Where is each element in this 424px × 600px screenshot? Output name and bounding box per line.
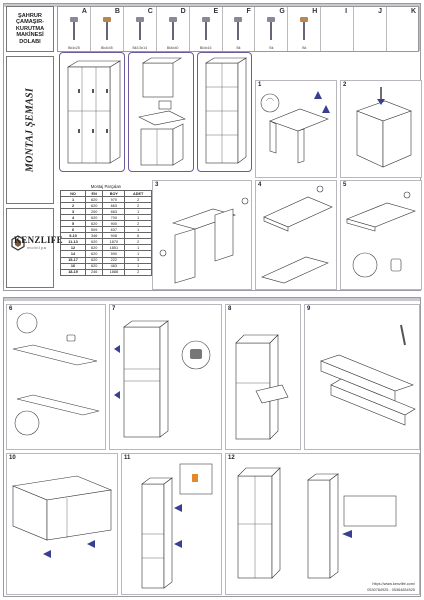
hardware-cell	[223, 7, 256, 51]
hardware-code: Bk4x16	[199, 46, 212, 50]
parts-column-header: ADET	[125, 191, 152, 197]
step-number: 3	[155, 182, 159, 188]
handle-icon	[298, 16, 310, 42]
hardware-letter: H	[312, 8, 318, 15]
table-cell: 5	[61, 221, 86, 227]
table-cell: 700	[103, 215, 125, 221]
open-wardrobe-drawing	[198, 53, 253, 173]
table-cell: 1851	[103, 245, 125, 251]
parts-column-header: BOY	[103, 191, 125, 197]
step-3-drawing	[153, 181, 251, 289]
table-cell: 620	[86, 257, 103, 263]
table-cell: 200	[86, 209, 103, 215]
table-cell: 620	[86, 215, 103, 221]
table-cell: 1870	[103, 239, 125, 245]
step-panel-3	[152, 180, 252, 290]
table-cell: 18-19	[61, 269, 86, 275]
small-screw-icon	[134, 16, 146, 42]
instruction-sheet-top	[3, 3, 421, 291]
bolt-icon	[265, 16, 277, 42]
table-cell: 620	[86, 239, 103, 245]
table-cell: 509	[86, 227, 103, 233]
table-cell: 222	[103, 257, 125, 263]
step-11-drawing	[122, 454, 221, 594]
hardware-letter: F	[246, 8, 251, 15]
parts-table	[60, 184, 152, 276]
cam-icon	[232, 16, 244, 42]
step-10-drawing	[7, 454, 117, 594]
exploded-wardrobe-drawing	[129, 53, 195, 173]
table-cell: 663	[103, 209, 125, 215]
hardware-code: Bk4x45	[101, 46, 113, 50]
step-9-drawing	[305, 305, 419, 449]
table-cell: 900	[103, 221, 125, 227]
hardware-cell	[157, 7, 190, 51]
hardware-cell	[288, 7, 321, 51]
step-number: 2	[343, 82, 347, 88]
hardware-code: Bk	[302, 46, 307, 50]
step-number: 8	[228, 306, 232, 312]
table-cell: 2	[125, 239, 152, 245]
table-cell: 16	[61, 263, 86, 269]
hardware-cell	[387, 7, 420, 51]
table-cell: 2	[125, 221, 152, 227]
preview-assembled-closed	[59, 52, 125, 172]
section-title-panel	[6, 56, 54, 204]
hardware-cell	[124, 7, 157, 51]
step-number: 9	[307, 306, 311, 312]
parts-table-body	[61, 197, 152, 276]
hardware-cell	[190, 7, 223, 51]
table-cell: 620	[86, 245, 103, 251]
table-cell: 1	[61, 197, 86, 203]
hardware-letter: D	[180, 8, 186, 15]
step-number: 1	[258, 82, 262, 88]
step-6-drawing	[7, 305, 105, 449]
step-panel-8	[225, 304, 301, 450]
brand-name: KENZLIFE	[14, 235, 63, 245]
parts-table-title: Montaj Parçaları	[90, 184, 122, 189]
closed-wardrobe-drawing	[60, 53, 126, 173]
hardware-cell	[354, 7, 387, 51]
step-panel-7	[109, 304, 222, 450]
pin-icon	[167, 16, 179, 42]
hardware-cell	[91, 7, 124, 51]
table-cell: 1	[125, 263, 152, 269]
hardware-letter: J	[378, 8, 382, 15]
hardware-code: Bk6x40	[166, 46, 179, 50]
table-cell: 590	[103, 251, 125, 257]
step-4-drawing	[256, 181, 336, 289]
hardware-cell	[321, 7, 354, 51]
hardware-letter: K	[410, 8, 417, 15]
step-panel-1	[255, 80, 337, 178]
step-number: 4	[258, 182, 262, 188]
step-number: 11	[124, 455, 131, 461]
table-cell: 2	[125, 197, 152, 203]
table-cell: 620	[86, 221, 103, 227]
hardware-letter: A	[81, 8, 87, 15]
step-number: 12	[228, 455, 235, 461]
hardware-code: Bk	[269, 46, 274, 50]
instruction-sheet-bottom	[3, 297, 421, 597]
parts-column-header: NO	[61, 191, 86, 197]
step-12-drawing	[226, 454, 419, 594]
hardware-letter: C	[147, 8, 153, 15]
table-cell: 620	[86, 203, 103, 209]
hardware-cell	[255, 7, 288, 51]
table-cell: 15-17	[61, 257, 86, 263]
table-cell: 2	[125, 203, 152, 209]
table-cell: 1888	[103, 269, 125, 275]
table-cell: 2	[61, 203, 86, 209]
product-title-box	[6, 6, 54, 52]
table-cell: 9-10	[61, 233, 86, 239]
product-title: ŞAHRUR ÇAMAŞIR- KURUTMA MAKİNESİ DOLABI	[15, 12, 45, 45]
table-cell: 637	[103, 227, 125, 233]
step-8-drawing	[226, 305, 300, 449]
step-panel-12	[225, 453, 420, 595]
table-cell: 908	[103, 233, 125, 239]
hardware-letter: E	[213, 8, 219, 15]
table-cell: 11-13	[61, 239, 86, 245]
step-panel-4	[255, 180, 337, 290]
table-cell: 12	[61, 245, 86, 251]
step-panel-5	[340, 180, 422, 290]
section-title: MONTAJ ŞEMASI	[24, 87, 36, 173]
table-cell: 3	[125, 257, 152, 263]
table-cell: 1	[125, 251, 152, 257]
table-cell: 1	[125, 209, 152, 215]
hardware-code: Bk4x25	[68, 46, 80, 50]
table-cell: 463	[103, 263, 125, 269]
table-cell: 1	[125, 245, 152, 251]
website-url: https://www.kenzlife.com/	[372, 582, 415, 586]
step-number: 6	[9, 306, 13, 312]
preview-open-shelves	[197, 52, 252, 172]
dowel-icon	[101, 16, 113, 42]
table-cell: 246	[86, 269, 103, 275]
table-cell: 1	[125, 227, 152, 233]
table-cell: 3	[61, 209, 86, 215]
step-2-drawing	[341, 81, 421, 177]
screw-icon	[68, 16, 80, 42]
step-5-drawing	[341, 181, 421, 289]
hardware-strip	[57, 6, 419, 52]
step-panel-2	[340, 80, 422, 178]
hardware-letter: I	[345, 8, 348, 15]
hardware-letter: B	[114, 8, 120, 15]
step-number: 7	[112, 306, 116, 312]
brand-tagline: mobilya	[27, 245, 47, 250]
parts-column-header: EN	[86, 191, 103, 197]
table-cell: 663	[103, 203, 125, 209]
table-cell: 620	[86, 263, 103, 269]
step-panel-10	[6, 453, 118, 595]
table-cell: 970	[103, 197, 125, 203]
hardware-code: Bk3.5x14	[132, 46, 148, 50]
table-cell: 6	[125, 233, 152, 239]
phone-numbers: 0530784925 - 05364834925	[367, 588, 415, 592]
table-cell: 1	[125, 215, 152, 221]
table-cell: 4	[61, 215, 86, 221]
table-cell: 620	[86, 197, 103, 203]
step-number: 10	[9, 455, 16, 461]
preview-exploded	[128, 52, 194, 172]
table-cell: 620	[86, 251, 103, 257]
table-cell: 2	[125, 269, 152, 275]
hardware-cell	[58, 7, 91, 51]
step-panel-11	[121, 453, 222, 595]
ring-icon	[200, 16, 212, 42]
brand-panel	[6, 208, 63, 288]
table-row	[61, 269, 152, 275]
step-7-drawing	[110, 305, 221, 449]
step-panel-6	[6, 304, 106, 450]
table-cell: 6	[61, 227, 86, 233]
step-number: 5	[343, 182, 347, 188]
table-cell: 346	[86, 233, 103, 239]
hardware-code: Bk	[236, 46, 241, 50]
step-panel-9	[304, 304, 420, 450]
sheet-bottom-band	[4, 298, 420, 301]
step-1-drawing	[256, 81, 336, 177]
hardware-letter: G	[279, 8, 285, 15]
table-cell: 14	[61, 251, 86, 257]
